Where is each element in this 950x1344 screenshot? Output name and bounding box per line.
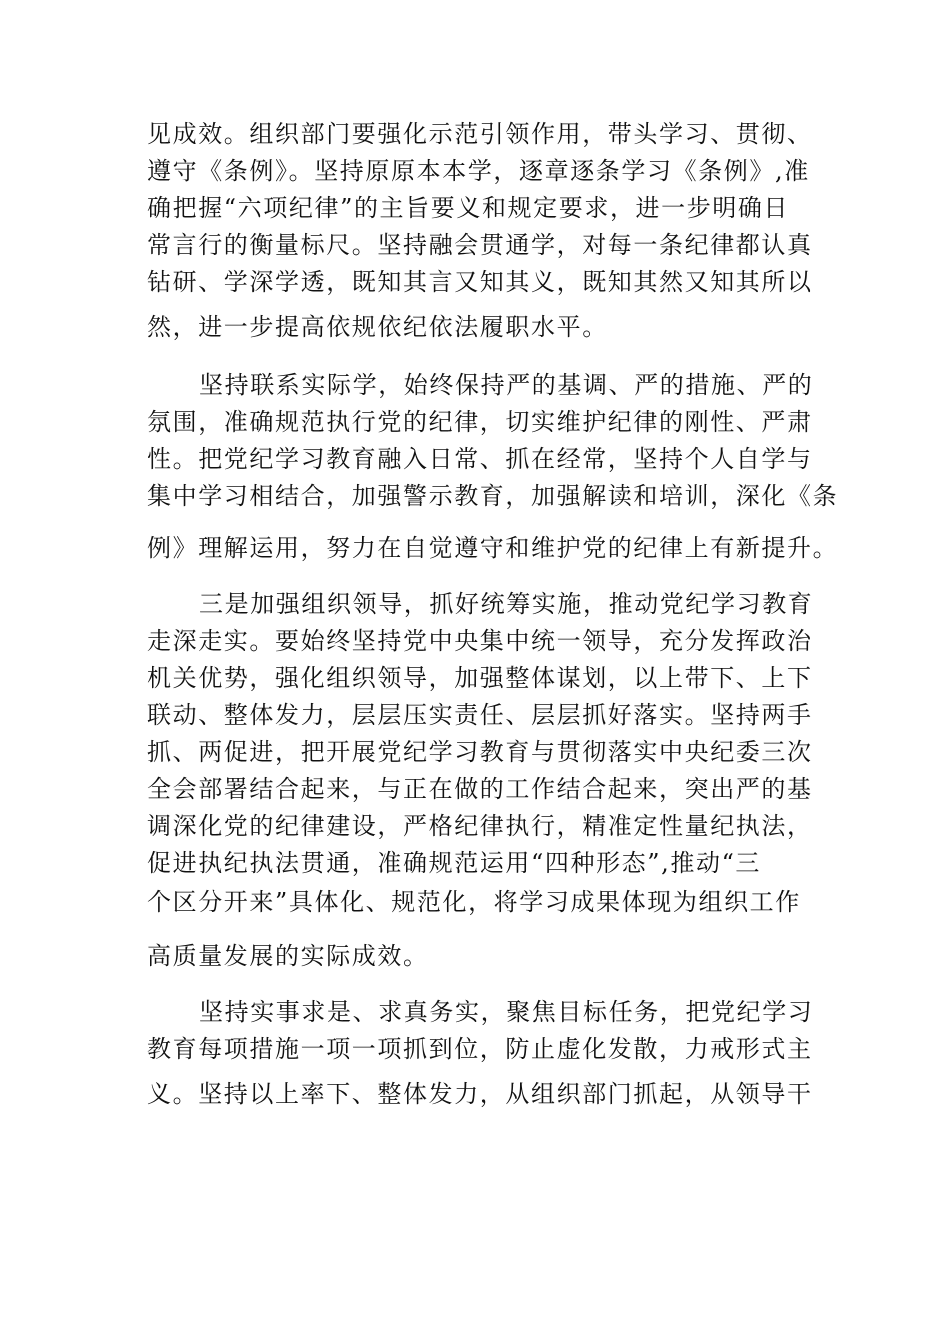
text-line: 促进执纪执法贯通，准确规范运用“四种形态”,推动“三: [147, 849, 762, 877]
text-line: 遵守《条例》。坚持原原本本学，逐章逐条学习《条例》,准: [147, 157, 810, 185]
text-line: 确把握“六项纪律”的主旨要义和规定要求，进一步明确日: [147, 194, 790, 222]
text-line: 见成效。组织部门要强化示范引领作用，带头学习、贯彻、: [147, 120, 813, 148]
text-line: 氛围，准确规范执行党的纪律，切实维护纪律的刚性、严肃: [147, 408, 813, 436]
text-line: 三是加强组织领导，抓好统筹实施，推动党纪学习教育: [199, 590, 814, 618]
text-line: 个区分开来”具体化、规范化，将学习成果体现为组织工作: [147, 888, 801, 916]
text-line: 高质量发展的实际成效。: [147, 942, 429, 970]
text-line: 坚持联系实际学，始终保持严的基调、严的措施、严的: [199, 371, 814, 399]
text-line: 调深化党的纪律建设，严格纪律执行，精准定性量纪执法，: [147, 812, 813, 840]
text-line: 性。把党纪学习教育融入日常、抓在经常，坚持个人自学与: [147, 445, 813, 473]
text-line: 教育每项措施一项一项抓到位，防止虚化发散，力戒形式主: [147, 1035, 813, 1063]
text-line: 钻研、学深学透，既知其言又知其义，既知其然又知其所以: [147, 268, 813, 296]
text-line: 走深走实。要始终坚持党中央集中统一领导，充分发挥政治: [147, 627, 813, 655]
text-line: 全会部署结合起来，与正在做的工作结合起来，突出严的基: [147, 775, 813, 803]
text-line: 联动、整体发力，层层压实责任、层层抓好落实。坚持两手: [147, 701, 813, 729]
text-line: 机关优势，强化组织领导，加强整体谋划，以上带下、上下: [147, 664, 813, 692]
text-line: 义。坚持以上率下、整体发力，从组织部门抓起，从领导干: [147, 1080, 813, 1108]
text-line: 常言行的衡量标尺。坚持融会贯通学，对每一条纪律都认真: [147, 231, 813, 259]
text-line: 例》理解运用，努力在自觉遵守和维护党的纪律上有新提升。: [147, 534, 839, 562]
text-line: 然，进一步提高依规依纪依法履职水平。: [147, 313, 608, 341]
text-line: 坚持实事求是、求真务实，聚焦目标任务，把党纪学习: [199, 998, 814, 1026]
text-line: 抓、两促进，把开展党纪学习教育与贯彻落实中央纪委三次: [147, 738, 813, 766]
text-line: 集中学习相结合，加强警示教育，加强解读和培训，深化《条: [147, 482, 839, 510]
